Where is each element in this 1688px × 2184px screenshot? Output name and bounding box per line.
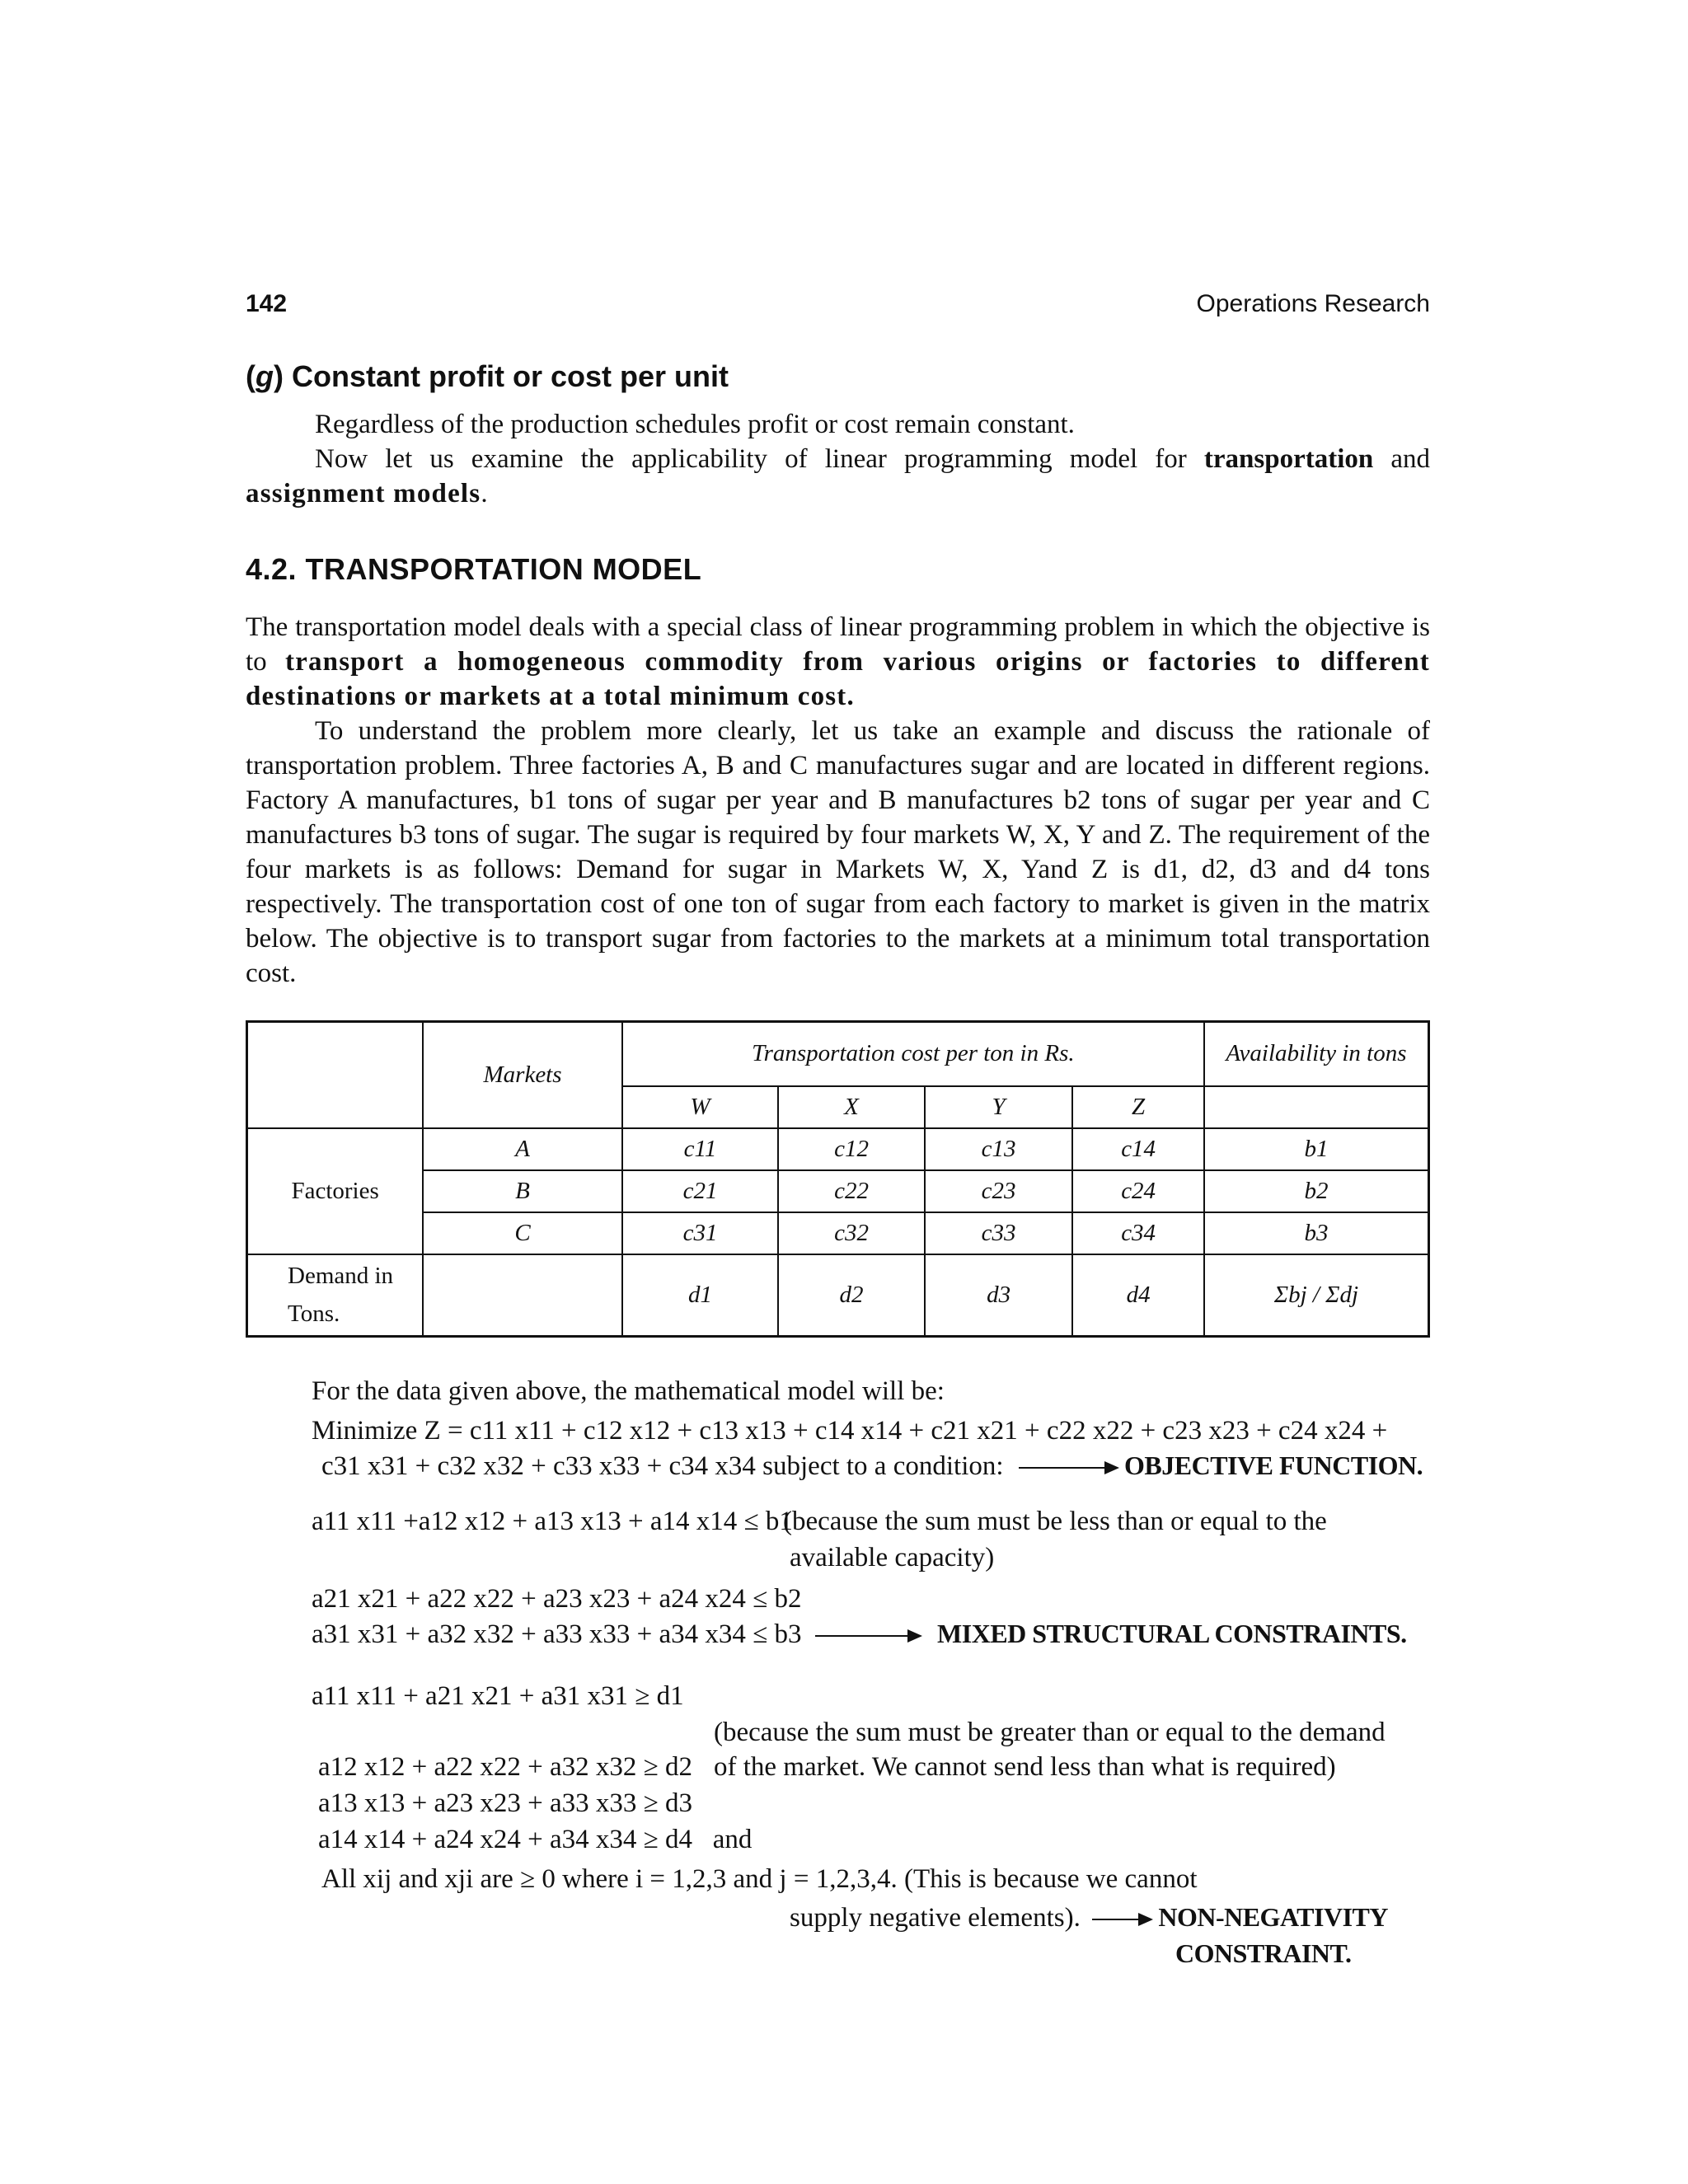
nonneg-line-2: supply negative elements). NON-NEGATIVITY <box>790 1902 1388 1933</box>
section-42-intro: The transportation model deals with a special class of linear programming problem in which the objective is to transport a homogeneous commodity from various origins or factories to different destinations or markets at a total minimum cost. <box>246 612 1430 711</box>
objective-line-2: c31 x31 + c32 x32 + c33 x33 + c34 x34 subject to a condition: OBJECTIVE FUNCTION. <box>321 1451 1423 1481</box>
availability-cell: b2 <box>1204 1170 1429 1212</box>
nonneg-label-2: CONSTRAINT. <box>1175 1938 1352 1968</box>
demand-cell: d4 <box>1072 1254 1204 1337</box>
and-word: and <box>712 1825 753 1854</box>
cost-cell: c34 <box>1072 1212 1204 1254</box>
cost-cell: c14 <box>1072 1128 1204 1170</box>
markets-label: Markets <box>423 1022 622 1128</box>
section-heading: 4.2. TRANSPORTATION MODEL <box>246 552 702 586</box>
mathematical-model <box>246 0 1441 2184</box>
example-paragraph: To understand the problem more clearly, let us take an example and discuss the rationale of transportation problem. Three factories A, B and C manufactures sugar and are located in different regions. Factory A manufactures, b1 tons of sugar per year and B manufactures b2 tons of sugar per year and C manufactures b3 tons of sugar. The sugar is required by four markets W, X, Y and Z. The requirement of the four markets is as follows: Demand for sugar in Markets W, X, Yand Z is d1, d2, d3 and d4 tons respectively. The transportation cost of one ton of sugar from each factory to market is given in the matrix below. The objective is to transport sugar from factories to the markets at a minimum total transportation cost. <box>246 716 1430 988</box>
subsection-title: Constant profit or cost per unit <box>292 359 729 393</box>
cost-cell: c23 <box>925 1170 1073 1212</box>
demand-cell: d2 <box>778 1254 925 1337</box>
cost-cell: c13 <box>925 1128 1073 1170</box>
cost-cell: c31 <box>622 1212 779 1254</box>
cost-cell: c32 <box>778 1212 925 1254</box>
demand-note-1: (because the sum must be greater than or equal to the demand <box>714 1718 1386 1747</box>
objective-line-1: Minimize Z = c11 x11 + c12 x12 + c13 x13 + c14 x14 + c21 x21 + c22 x22 + c23 x23 + c24 x24 + <box>312 1416 1388 1446</box>
demand-constraint-1: a11 x11 + a21 x21 + a31 x31 ≥ d1 <box>312 1681 684 1711</box>
availability-header: Availability in tons <box>1204 1022 1429 1086</box>
factory-label: B <box>423 1170 622 1212</box>
objective-label: OBJECTIVE FUNCTION. <box>1124 1451 1423 1480</box>
cost-cell: c12 <box>778 1128 925 1170</box>
arrow-icon <box>1019 1467 1118 1469</box>
mixed-constraints-label: MIXED STRUCTURAL CONSTRAINTS. <box>937 1619 1407 1648</box>
supply-constraint-1: a11 x11 +a12 x12 + a13 x13 + a14 x14 ≤ b1 <box>312 1507 793 1536</box>
section-g-para1: Regardless of the production schedules profit or cost remain constant. <box>315 410 1075 439</box>
demand-cell: d1 <box>622 1254 779 1337</box>
nonneg-line-1: All xij and xji are ≥ 0 where i = 1,2,3 and j = 1,2,3,4. (This is because we cannot <box>321 1864 1198 1894</box>
cost-cell: c22 <box>778 1170 925 1212</box>
section-g-para2: Now let us examine the applicability of linear programming model for transportation and assignment models. <box>246 444 1430 509</box>
subsection-label: g <box>256 359 274 393</box>
arrow-icon <box>815 1635 921 1637</box>
factory-label: C <box>423 1212 622 1254</box>
total-cell: Σbj / Σdj <box>1204 1254 1429 1337</box>
cost-cell: c33 <box>925 1212 1073 1254</box>
demand-label: Demand in Tons. <box>247 1254 424 1337</box>
column-header: Y <box>925 1086 1073 1128</box>
supply-constraint-2: a21 x21 + a22 x22 + a23 x23 + a24 x24 ≤ b2 <box>312 1584 802 1614</box>
demand-note-2: of the market. We cannot send less than what is required) <box>714 1752 1336 1782</box>
availability-cell: b3 <box>1204 1212 1429 1254</box>
cost-cell: c21 <box>622 1170 779 1212</box>
cost-cell: c11 <box>622 1128 779 1170</box>
column-header: Z <box>1072 1086 1204 1128</box>
running-title: Operations Research <box>1196 290 1430 317</box>
demand-constraint-2: a12 x12 + a22 x22 + a32 x32 ≥ d2 <box>318 1752 693 1782</box>
factories-label: Factories <box>247 1128 424 1254</box>
availability-cell: b1 <box>1204 1128 1429 1170</box>
cost-cell: c24 <box>1072 1170 1204 1212</box>
cost-header: Transportation cost per ton in Rs. <box>622 1022 1204 1086</box>
factory-label: A <box>423 1128 622 1170</box>
subsection-heading-g: (g) Constant profit or cost per unit <box>246 359 729 393</box>
column-header: X <box>778 1086 925 1128</box>
supply-note-1: (because the sum must be less than or equal to the <box>783 1507 1327 1536</box>
arrow-icon <box>1092 1919 1151 1920</box>
nonneg-label-1: NON-NEGATIVITY <box>1158 1902 1388 1932</box>
model-intro: For the data given above, the mathematical model will be: <box>312 1376 945 1406</box>
demand-constraint-3: a13 x13 + a23 x23 + a33 x33 ≥ d3 <box>318 1788 693 1818</box>
demand-constraint-4: a14 x14 + a24 x24 + a34 x34 ≥ d4 and <box>318 1825 753 1854</box>
page-number: 142 <box>246 290 288 317</box>
supply-note-2: available capacity) <box>790 1543 995 1572</box>
demand-cell: d3 <box>925 1254 1073 1337</box>
supply-constraint-3: a31 x31 + a32 x32 + a33 x33 + a34 x34 ≤ b3 MIXED STRUCTURAL CONSTRAINTS. <box>312 1619 1407 1649</box>
column-header: W <box>622 1086 779 1128</box>
